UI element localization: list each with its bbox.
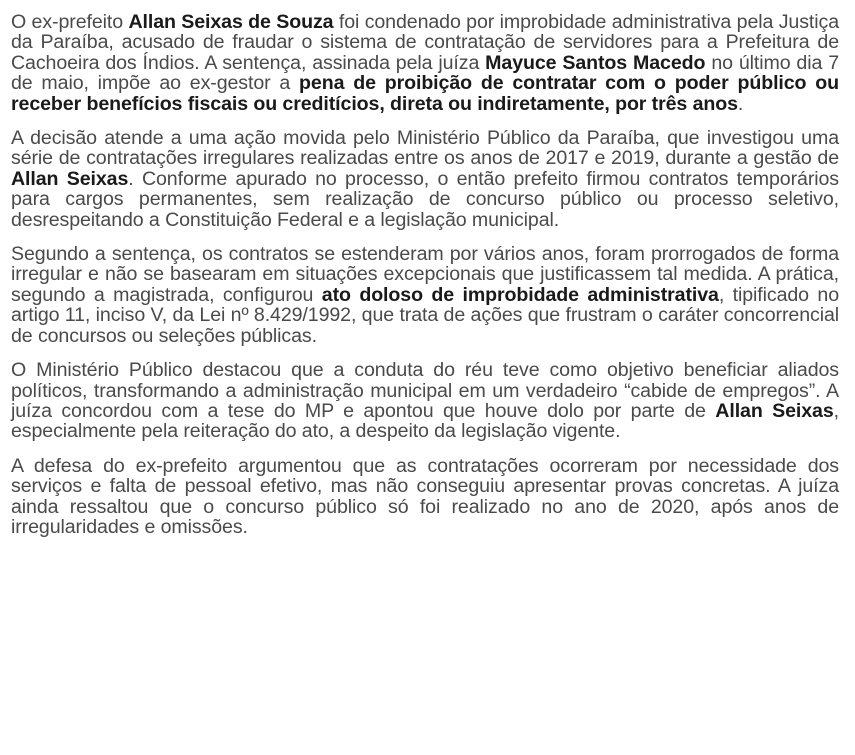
defendant-name: Allan Seixas <box>11 167 129 190</box>
offense-text: ato doloso de improbidade administrativa <box>321 283 719 306</box>
article-body <box>11 12 839 551</box>
paragraph-2: A decisão atende a uma ação movida pelo Ministério Público da Paraíba, que investigou uma série de contratações irregulares realizadas entre os anos de 2017 e 2019, durante a gestão de Allan Seixas. Conforme apurado no processo, o então prefeito firmou contratos temporários para cargos permanentes, sem realização de concurso público ou processo seletivo, desrespeitando a Constituição Federal e a legislação municipal. <box>11 127 839 231</box>
paragraph-4: O Ministério Público destacou que a conduta do réu teve como objetivo beneficiar aliados políticos, transformando a administração municipal em um verdadeiro “cabide de empregos”. A juíza concordou com a tese do MP e apontou que houve dolo por parte de Allan Seixas, especialmente pela reiteração do ato, a despeito da legislação vigente. <box>11 359 840 443</box>
paragraph-3: Segundo a sentença, os contratos se estenderam por vários anos, foram prorrogados de forma irregular e não se basearam em situações excepcionais que justificassem tal medida. A prática, segundo a magistrada, configurou ato doloso de improbidade administrativa, tipificado no artigo 11, inciso V, da Lei nº 8.429/1992, que trata de ações que frustram o caráter concorrencial de concursos ou seleções públicas. <box>11 243 839 347</box>
defendant-name: Allan Seixas <box>715 399 834 422</box>
penalty-text: pena de proibição de contratar com o poder público ou receber benefícios fiscais ou creditícios, direta ou indiretamente, por três anos <box>11 72 839 115</box>
defendant-name: Allan Seixas de Souza <box>128 11 334 33</box>
paragraph-5: A defesa do ex-prefeito argumentou que as contratações ocorreram por necessidade dos serviços e falta de pessoal efetivo, mas não conseguiu apresentar provas concretas. A juíza ainda ressaltou que o concurso público só foi realizado no ano de 2020, após anos de irregularidades e omissões. <box>11 454 839 538</box>
judge-name: Mayuce Santos Macedo <box>485 51 706 74</box>
paragraph-1: O ex-prefeito Allan Seixas de Souza foi condenado por improbidade administrativa pela Justiça da Paraíba, acusado de fraudar o sistema de contratação de servidores para a Prefeitura de Cachoeira dos Índios. A sentença, assinada pela juíza Mayuce Santos Macedo no último dia 7 de maio, impõe ao ex-gestor a pena de proibição de contratar com o poder público ou receber benefícios fiscais ou creditícios, direta ou indiretamente, por três anos. <box>11 11 839 115</box>
